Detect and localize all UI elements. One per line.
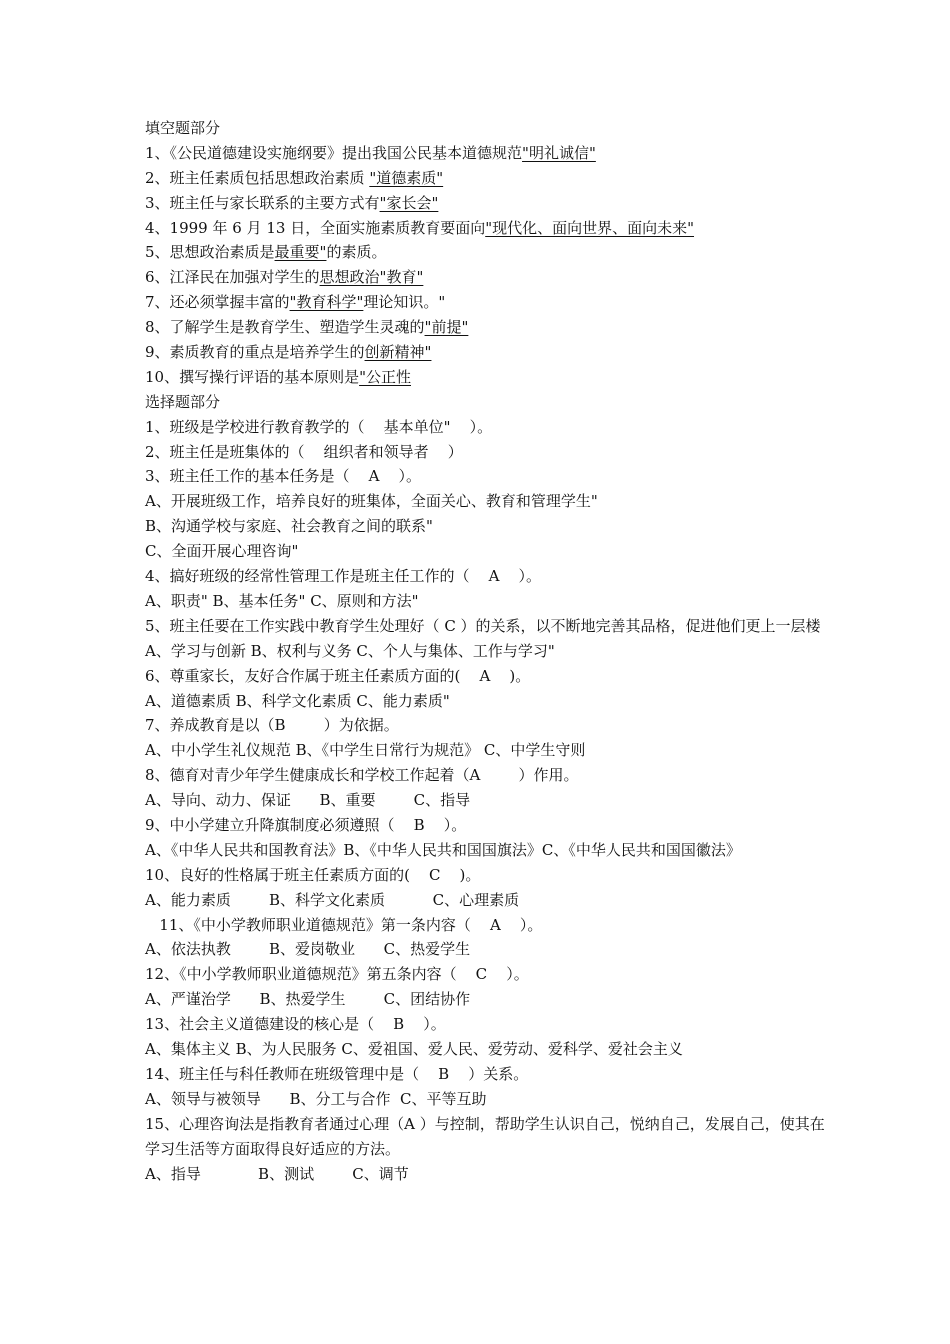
choice-question: 6、尊重家长，友好合作属于班主任素质方面的( A )。 xyxy=(145,666,531,685)
fill-question-tail: 的素质。 xyxy=(326,243,387,262)
choice-question: 7、养成教育是以（B ）为依据。 xyxy=(145,716,399,735)
fill-question-text: 5、思想政治素质是 xyxy=(145,243,275,262)
choice-options: A、中小学生礼仪规范 B、《中学生日常行为规范》 C、中学生守则 xyxy=(145,741,586,760)
choice-options: A、职责" B、基本任务" C、原则和方法" xyxy=(145,591,419,610)
choice-options: A、指导 B、测试 C、调节 xyxy=(145,1164,409,1183)
fill-answer: 创新精神" xyxy=(364,343,432,362)
choice-options: A、严谨治学 B、热爱学生 C、团结协作 xyxy=(145,990,471,1009)
fill-question xyxy=(145,365,825,390)
fill-question-text: 10、撰写操行评语的基本原则是 xyxy=(145,367,360,386)
fill-answer: "前提" xyxy=(424,318,469,337)
fill-question xyxy=(145,141,825,166)
fill-answer: "公正性 xyxy=(359,367,411,386)
choice-options: C、全面开展心理咨询" xyxy=(145,542,299,561)
choice-options: A、导向、动力、保证 B、重要 C、指导 xyxy=(145,791,471,810)
fill-question xyxy=(145,290,825,315)
choice-question: 9、中小学建立升降旗制度必须遵照（ B ）。 xyxy=(145,816,467,835)
choice-question: 10、良好的性格属于班主任素质方面的( C )。 xyxy=(145,865,481,884)
fill-question-tail: 理论知识。" xyxy=(363,293,446,312)
choice-question: 13、社会主义道德建设的核心是（ B ）。 xyxy=(145,1015,446,1034)
fill-question xyxy=(145,166,825,191)
fill-question-text: 2、班主任素质包括思想政治素质 xyxy=(145,168,370,187)
fill-answer: "现代化、面向世界、面向未来" xyxy=(485,218,695,237)
fill-question-text: 1、《公民道德建设实施纲要》提出我国公民基本道德规范 xyxy=(145,143,523,162)
choice-question: 4、搞好班级的经常性管理工作是班主任工作的（ A ）。 xyxy=(145,567,542,586)
fill-answer: 最重要" xyxy=(274,243,327,262)
fill-question-text: 4、1999 年 6 月 13 日，全面实施素质教育要面向 xyxy=(145,218,486,237)
fill-answer: "道德素质" xyxy=(369,168,444,187)
fill-answer: "家长会" xyxy=(379,193,439,212)
fill-section-heading: 填空题部分 xyxy=(145,119,221,137)
fill-answer: "教育科学" xyxy=(289,293,364,312)
choice-options: A、《中华人民共和国教育法》B、《中华人民共和国国旗法》C、《中华人民共和国国徽法》 xyxy=(145,840,741,859)
fill-question xyxy=(145,265,825,290)
choice-options: A、学习与创新 B、权利与义务 C、个人与集体、工作与学习" xyxy=(145,641,555,660)
fill-question xyxy=(145,315,825,340)
fill-question xyxy=(145,216,825,241)
choice-question: 3、班主任工作的基本任务是（ A ）。 xyxy=(145,467,422,486)
choice-section-heading: 选择题部分 xyxy=(145,392,221,411)
choice-options: A、道德素质 B、科学文化素质 C、能力素质" xyxy=(145,691,450,710)
choice-question: 14、班主任与科任教师在班级管理中是（ B ）关系。 xyxy=(145,1064,529,1083)
choice-question: 8、德育对青少年学生健康成长和学校工作起着（A ）作用。 xyxy=(145,766,579,785)
choice-question: 12、《中小学教师职业道德规范》第五条内容（ C ）。 xyxy=(145,965,529,984)
fill-question-text: 8、了解学生是教育学生、塑造学生灵魂的 xyxy=(145,318,425,337)
choice-options: A、开展班级工作，培养良好的班集体，全面关心、教育和管理学生" xyxy=(145,492,598,511)
fill-answer: 思想政治"教育" xyxy=(319,268,424,287)
choice-options: A、集体主义 B、为人民服务 C、爱祖国、爱人民、爱劳动、爱科学、爱社会主义 xyxy=(145,1040,683,1059)
document-body xyxy=(145,116,825,1186)
choice-question: 15、心理咨询法是指教育者通过心理（A ）与控制，帮助学生认识自己，悦纳自己，发展自己，使其在学习生活等方面取得良好适应的方法。 xyxy=(145,1114,825,1158)
fill-question-text: 9、素质教育的重点是培养学生的 xyxy=(145,343,365,362)
choice-question-list xyxy=(145,415,825,1187)
choice-question: 11、《中小学教师职业道德规范》第一条内容（ A ）。 xyxy=(145,915,543,934)
fill-question xyxy=(145,240,825,265)
choice-question: 5、班主任要在工作实践中教育学生处理好（ C ）的关系，以不断地完善其品格，促进他们更上一层楼 xyxy=(145,616,821,635)
choice-options: A、领导与被领导 B、分工与合作 C、平等互助 xyxy=(145,1089,487,1108)
fill-question-text: 3、班主任与家长联系的主要方式有 xyxy=(145,193,380,212)
choice-options: A、能力素质 B、科学文化素质 C、心理素质 xyxy=(145,890,520,909)
choice-options: A、依法执教 B、爱岗敬业 C、热爱学生 xyxy=(145,940,471,959)
fill-question-text: 6、江泽民在加强对学生的 xyxy=(145,268,320,287)
choice-question: 1、班级是学校进行教育教学的（ 基本单位" ）。 xyxy=(145,417,493,436)
fill-question-list xyxy=(145,141,825,390)
fill-answer: "明礼诚信" xyxy=(522,143,596,162)
choice-question: 2、班主任是班集体的（ 组织者和领导者 ） xyxy=(145,442,463,461)
choice-options: B、沟通学校与家庭、社会教育之间的联系" xyxy=(145,517,433,536)
fill-question xyxy=(145,340,825,365)
fill-question-text: 7、还必须掌握丰富的 xyxy=(145,293,290,312)
fill-question xyxy=(145,191,825,216)
